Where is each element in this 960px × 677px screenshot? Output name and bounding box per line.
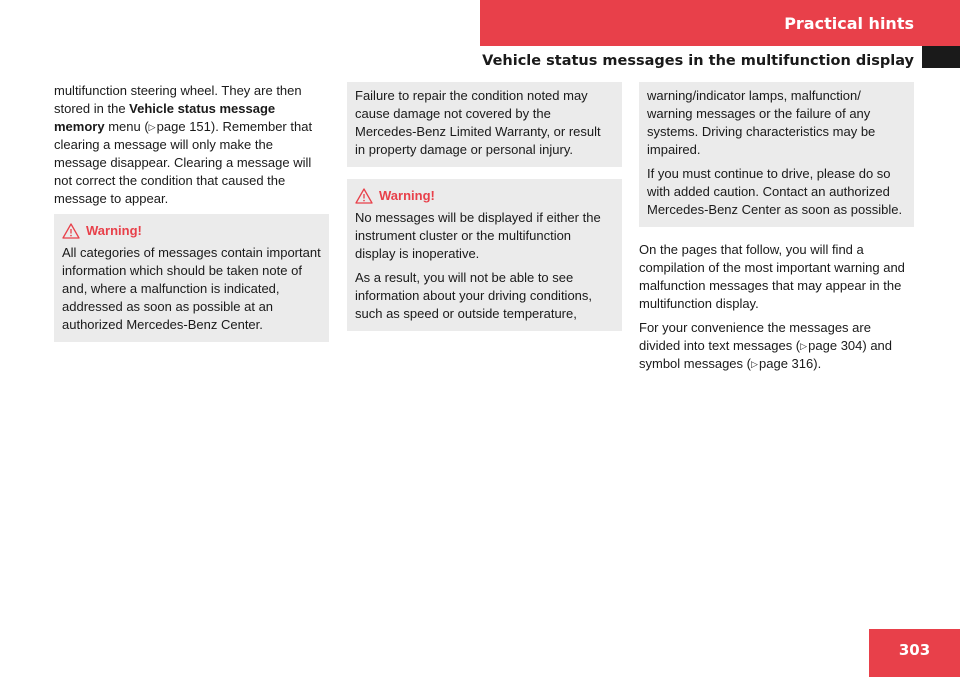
warning-continuation-box	[639, 82, 914, 227]
section-tab	[480, 0, 960, 46]
page-number-tab	[869, 629, 960, 677]
section-title: Practical hints	[784, 13, 914, 33]
warning-text: Failure to repair the condition noted may cause damage not covered by the Mercedes-Benz Limited Warranty, or result in property damage or personal injury.	[355, 88, 601, 157]
warning-box	[347, 179, 622, 331]
paragraph: multifunction steering wheel. They are then stored in the Vehicle status message memory menu (▷ page 151). Remember that clearing a message will only make the message disappear. Clearing a message will not correct the condition that caused the message to appear.	[54, 83, 313, 206]
page-ref-arrow-icon: ▷	[750, 359, 758, 369]
page-number: 303	[898, 641, 931, 659]
column-1	[54, 82, 329, 350]
thumb-tab-marker	[922, 46, 960, 68]
warning-box	[54, 214, 329, 342]
warning-text: As a result, you will not be able to see information about your driving conditions, such as speed or outside temperature,	[355, 270, 593, 321]
warning-text: All categories of messages contain important information which should be taken note of and, where a malfunction is indicated, addressed as soon as possible at an authorized Mercedes-Benz Center.	[62, 245, 321, 332]
page-ref-arrow-icon: ▷	[800, 341, 808, 351]
page-ref-arrow-icon: ▷	[148, 122, 156, 132]
menu-name: Vehicle status message memory	[54, 101, 276, 134]
page-reference[interactable]: page 316	[759, 356, 814, 371]
paragraph: On the pages that follow, you will find a compilation of the most important warning and malfunction messages that may appear in the multifunction display.	[639, 242, 905, 311]
column-2	[347, 82, 622, 339]
paragraph: For your convenience the messages are divided into text messages (▷ page 304) and symbol messages (▷ page 316).	[639, 320, 893, 371]
warning-continuation-box	[347, 82, 622, 167]
page-heading: Vehicle status messages in the multifunction display	[482, 53, 914, 69]
warning-heading: Warning!	[355, 187, 614, 205]
warning-triangle-icon	[62, 223, 80, 239]
page-reference[interactable]: page 151	[156, 119, 211, 134]
warning-text: warning/indicator lamps, malfunction/ warning messages or the failure of any systems. Driving characteristics may be impaired.	[647, 88, 876, 157]
page-reference[interactable]: page 304	[808, 338, 863, 353]
column-3	[639, 82, 914, 379]
warning-text: No messages will be displayed if either the instrument cluster or the multifunction display is inoperative.	[355, 210, 601, 261]
warning-text: If you must continue to drive, please do so with added caution. Contact an authorized Mercedes-Benz Center as soon as possible.	[647, 166, 903, 217]
warning-heading: Warning!	[62, 222, 321, 240]
warning-triangle-icon	[355, 188, 373, 204]
